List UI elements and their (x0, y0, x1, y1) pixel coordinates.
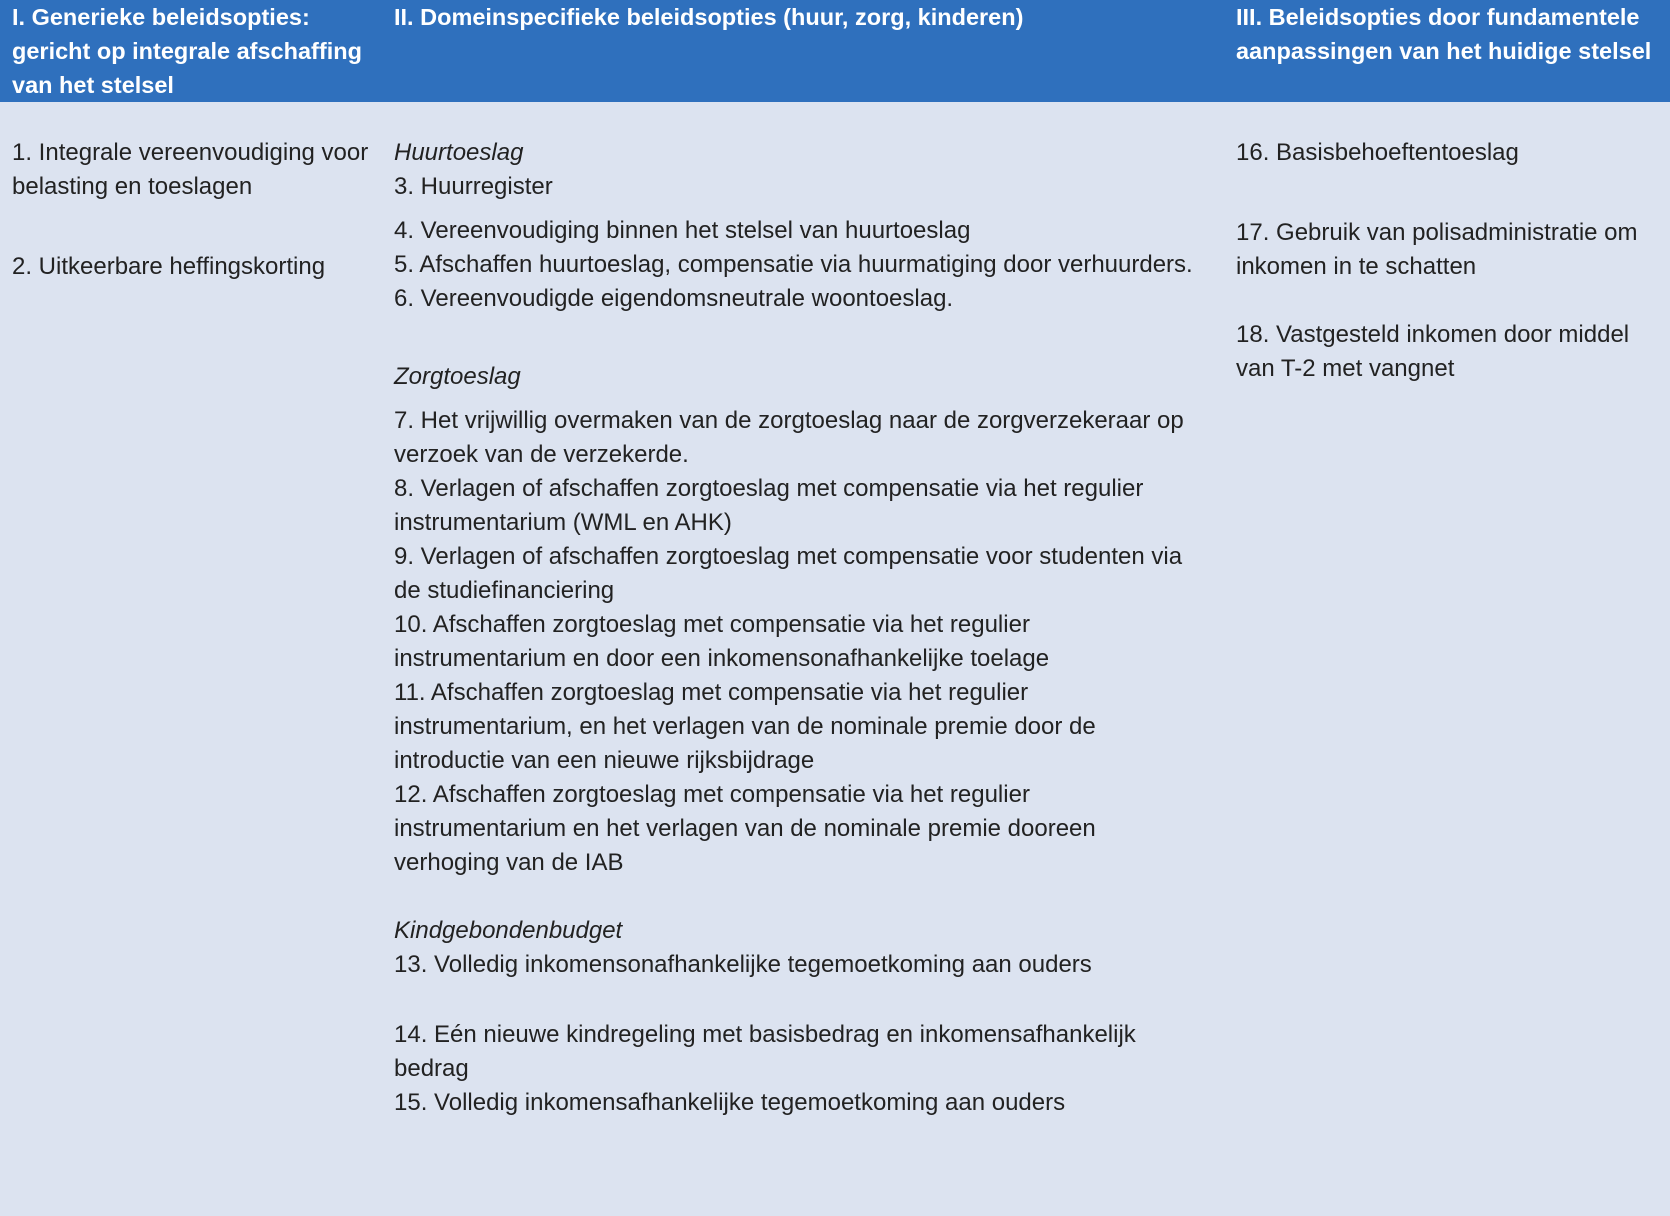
header-fundamental-adjustments: III. Beleidsopties door fundamentele aanpassingen van het huidige stelsel (1236, 4, 1652, 64)
list-item: 12. Afschaffen zorgtoeslag met compensatie via het regulier instrumentarium en het verlagen van de nominale premie dooreen verhoging van de IAB (394, 781, 1096, 876)
column-fundamental-adjustments (1236, 136, 1666, 386)
section-heading-kindgebondenbudget: Kindgebondenbudget (394, 917, 623, 944)
list-item: 13. Volledig inkomensonafhankelijke tegemoetkoming aan ouders (394, 951, 1092, 978)
list-item: 17. Gebruik van polisadministratie om inkomen in te schatten (1236, 219, 1638, 280)
table-header (0, 0, 1670, 102)
section-heading-huurtoeslag: Huurtoeslag (394, 139, 524, 166)
list-item: 16. Basisbehoeftentoeslag (1236, 139, 1519, 166)
list-item: 9. Verlagen of afschaffen zorgtoeslag met compensatie voor studenten via de studiefinanciering (394, 543, 1183, 604)
column-domain-specific-options (394, 136, 1204, 1120)
section-heading-zorgtoeslag: Zorgtoeslag (394, 363, 521, 390)
list-item: 15. Volledig inkomensafhankelijke tegemoetkoming aan ouders (394, 1089, 1066, 1116)
list-item: 8. Verlagen of afschaffen zorgtoeslag met compensatie via het regulier instrumentarium (WML en AHK) (394, 475, 1144, 536)
list-item: 4. Vereenvoudiging binnen het stelsel van huurtoeslag (394, 217, 971, 244)
header-domain-specific-options: II. Domeinspecifieke beleidsopties (huur, zorg, kinderen) (394, 4, 1024, 30)
list-item: 6. Vereenvoudigde eigendomsneutrale woontoeslag. (394, 285, 954, 312)
list-item: 2. Uitkeerbare heffingskorting (12, 253, 326, 280)
list-item: 1. Integrale vereenvoudiging voor belasting en toeslagen (12, 139, 369, 200)
list-item: 14. Eén nieuwe kindregeling met basisbedrag en inkomensafhankelijk bedrag (394, 1021, 1136, 1082)
column-generic-options (12, 136, 374, 284)
list-item: 11. Afschaffen zorgtoeslag met compensatie via het regulier instrumentarium, en het verlagen van de nominale premie door de introductie van een nieuwe rijksbijdrage (394, 679, 1096, 774)
list-item: 5. Afschaffen huurtoeslag, compensatie via huurmatiging door verhuurders. (394, 251, 1193, 278)
list-item: 7. Het vrijwillig overmaken van de zorgtoeslag naar de zorgverzekeraar op verzoek van de verzekerde. (394, 407, 1184, 468)
list-item: 3. Huurregister (394, 173, 553, 200)
list-item: 10. Afschaffen zorgtoeslag met compensatie via het regulier instrumentarium en door een inkomensonafhankelijke toelage (394, 611, 1050, 672)
list-item: 18. Vastgesteld inkomen door middel van T-2 met vangnet (1236, 321, 1630, 382)
header-generic-options: I. Generieke beleidsopties: gericht op integrale afschaffing van het stelsel (12, 4, 362, 98)
